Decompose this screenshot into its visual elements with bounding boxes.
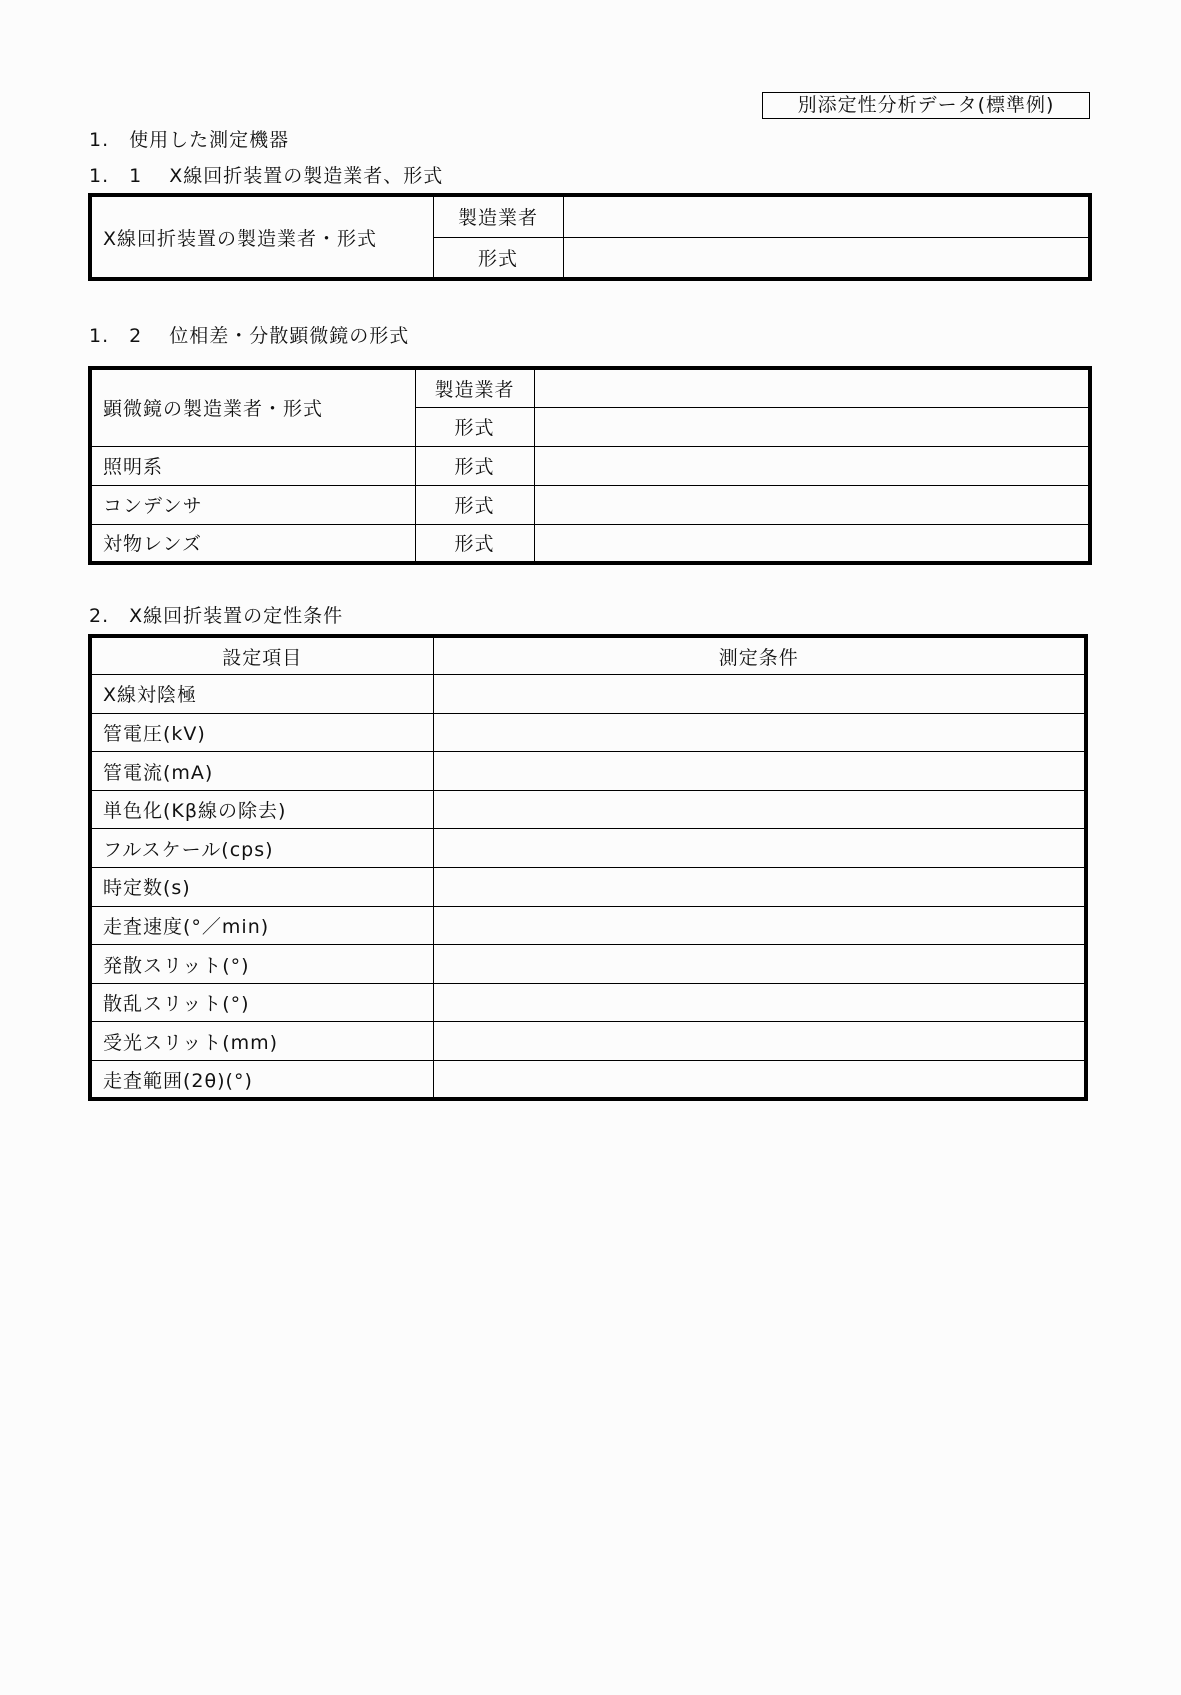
model-label: 形式 — [433, 237, 563, 279]
objective-lens-label: 対物レンズ — [90, 524, 415, 563]
illumination-label: 照明系 — [90, 446, 415, 485]
column-header-measurement-condition: 測定条件 — [433, 636, 1086, 675]
condition-input[interactable] — [433, 983, 1086, 1022]
section-1-2-title: 1. 2 位相差・分散顕微鏡の形式 — [89, 325, 410, 347]
xrd-manufacturer-label: X線回折装置の製造業者・形式 — [90, 195, 433, 279]
section-2-title: 2. X線回折装置の定性条件 — [89, 605, 344, 627]
condition-input[interactable] — [433, 945, 1086, 984]
microscope-manufacturer-input[interactable] — [534, 368, 1090, 407]
model-label: 形式 — [415, 446, 534, 485]
condenser-label: コンデンサ — [90, 485, 415, 524]
condition-input[interactable] — [433, 1022, 1086, 1061]
table-row-label: フルスケール(cps) — [90, 829, 433, 868]
xrd-conditions-table — [88, 634, 1088, 1101]
table-row-label: 発散スリット(°) — [90, 945, 433, 984]
condition-input[interactable] — [433, 868, 1086, 907]
condition-input[interactable] — [433, 675, 1086, 714]
model-label: 形式 — [415, 524, 534, 563]
condition-input[interactable] — [433, 713, 1086, 752]
table-row-label: 管電圧(kV) — [90, 713, 433, 752]
section-1-1-title: 1. 1 X線回折装置の製造業者、形式 — [89, 165, 444, 187]
microscope-manufacturer-label: 顕微鏡の製造業者・形式 — [90, 368, 415, 446]
condition-input[interactable] — [433, 752, 1086, 791]
objective-lens-model-input[interactable] — [534, 524, 1090, 563]
table-row-label: 走査速度(°／min) — [90, 906, 433, 945]
model-label: 形式 — [415, 407, 534, 446]
condition-input[interactable] — [433, 1061, 1086, 1100]
manufacturer-label: 製造業者 — [415, 368, 534, 407]
illumination-model-input[interactable] — [534, 446, 1090, 485]
condition-input[interactable] — [433, 829, 1086, 868]
table-row-label: 散乱スリット(°) — [90, 983, 433, 1022]
table-row-label: 管電流(mA) — [90, 752, 433, 791]
table-row-label: X線対陰極 — [90, 675, 433, 714]
model-label: 形式 — [415, 485, 534, 524]
xrd-model-input[interactable] — [563, 237, 1090, 279]
section-1-title: 1. 使用した測定機器 — [89, 129, 290, 151]
microscope-model-input[interactable] — [534, 407, 1090, 446]
table-row-label: 単色化(Kβ線の除去) — [90, 790, 433, 829]
condenser-model-input[interactable] — [534, 485, 1090, 524]
condition-input[interactable] — [433, 790, 1086, 829]
column-header-setting-item: 設定項目 — [90, 636, 433, 675]
table-row-label: 受光スリット(mm) — [90, 1022, 433, 1061]
attachment-label: 別添定性分析データ(標準例) — [762, 92, 1090, 119]
table-row-label: 走査範囲(2θ)(°) — [90, 1061, 433, 1100]
xrd-manufacturer-table — [88, 193, 1092, 281]
table-row-label: 時定数(s) — [90, 868, 433, 907]
microscope-table — [88, 366, 1092, 565]
manufacturer-label: 製造業者 — [433, 195, 563, 237]
xrd-manufacturer-input[interactable] — [563, 195, 1090, 237]
condition-input[interactable] — [433, 906, 1086, 945]
